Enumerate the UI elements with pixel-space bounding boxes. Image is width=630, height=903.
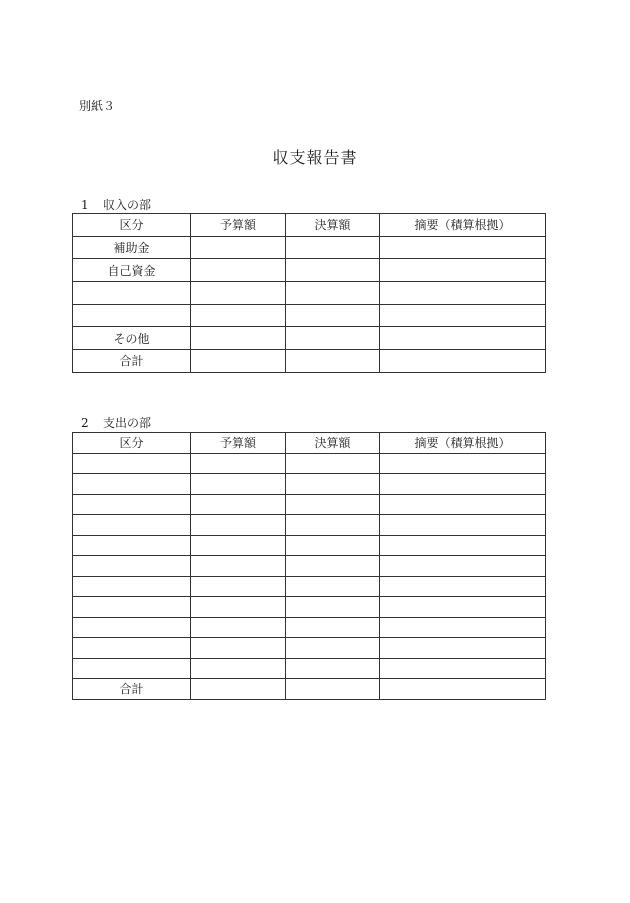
cell-notes [380, 535, 546, 556]
table-row [73, 236, 546, 259]
cell-actual [286, 453, 380, 474]
income-table-body [73, 236, 546, 372]
cell-category [73, 474, 191, 495]
cell-notes [380, 597, 546, 618]
attachment-label: 別紙３ [79, 99, 116, 113]
expense-table-body [73, 453, 546, 699]
cell-actual [286, 638, 380, 659]
cell-category [73, 658, 191, 679]
cell-category [73, 535, 191, 556]
cell-notes [380, 576, 546, 597]
cell-budget [191, 453, 286, 474]
cell-notes [380, 236, 546, 259]
table-row [73, 515, 546, 536]
cell-budget [191, 617, 286, 638]
cell-category [73, 556, 191, 577]
column-header-category: 区分 [73, 214, 191, 237]
cell-notes [380, 474, 546, 495]
table-row [73, 304, 546, 327]
table-row [73, 494, 546, 515]
table-row [73, 597, 546, 618]
cell-actual [286, 236, 380, 259]
column-header-actual: 決算額 [286, 214, 380, 237]
cell-category: 補助金 [73, 236, 191, 259]
cell-actual [286, 535, 380, 556]
cell-category [73, 304, 191, 327]
cell-notes [380, 259, 546, 282]
cell-actual [286, 259, 380, 282]
cell-notes [380, 679, 546, 700]
expense-table [72, 432, 546, 700]
cell-notes [380, 658, 546, 679]
cell-actual [286, 617, 380, 638]
cell-actual [286, 556, 380, 577]
income-table [72, 213, 546, 373]
cell-category: 合計 [73, 679, 191, 700]
cell-budget [191, 515, 286, 536]
cell-actual [286, 658, 380, 679]
cell-budget [191, 638, 286, 659]
cell-notes [380, 350, 546, 373]
table-row [73, 556, 546, 577]
table-row [73, 327, 546, 350]
column-header-category: 区分 [73, 433, 191, 454]
table-row [73, 535, 546, 556]
cell-notes [380, 556, 546, 577]
cell-actual [286, 576, 380, 597]
cell-actual [286, 282, 380, 305]
cell-budget [191, 474, 286, 495]
expense-section-number: 2 [81, 416, 89, 430]
cell-budget [191, 327, 286, 350]
income-section-number: 1 [81, 198, 89, 212]
cell-budget [191, 535, 286, 556]
table-header-row [73, 433, 546, 454]
cell-notes [380, 638, 546, 659]
cell-budget [191, 494, 286, 515]
cell-notes [380, 282, 546, 305]
cell-actual [286, 474, 380, 495]
cell-budget [191, 259, 286, 282]
table-row [73, 576, 546, 597]
column-header-budget: 予算額 [191, 214, 286, 237]
expense-section-title: 支出の部 [103, 416, 152, 430]
cell-category [73, 453, 191, 474]
cell-category [73, 638, 191, 659]
cell-budget [191, 282, 286, 305]
column-header-notes: 摘要（積算根拠） [380, 433, 546, 454]
expense-section-heading [81, 414, 151, 431]
cell-budget [191, 556, 286, 577]
cell-category [73, 597, 191, 618]
cell-notes [380, 494, 546, 515]
cell-category: 自己資金 [73, 259, 191, 282]
column-header-budget: 予算額 [191, 433, 286, 454]
cell-category [73, 282, 191, 305]
cell-actual [286, 327, 380, 350]
cell-budget [191, 597, 286, 618]
cell-category [73, 515, 191, 536]
cell-actual [286, 304, 380, 327]
table-row [73, 658, 546, 679]
cell-actual [286, 679, 380, 700]
cell-notes [380, 327, 546, 350]
cell-category [73, 617, 191, 638]
table-row [73, 617, 546, 638]
cell-actual [286, 515, 380, 536]
table-row [73, 350, 546, 373]
cell-budget [191, 576, 286, 597]
cell-budget [191, 658, 286, 679]
income-section-title: 収入の部 [103, 198, 152, 212]
table-row [73, 453, 546, 474]
cell-notes [380, 453, 546, 474]
table-header-row [73, 214, 546, 237]
cell-budget [191, 350, 286, 373]
column-header-actual: 決算額 [286, 433, 380, 454]
cell-notes [380, 617, 546, 638]
cell-budget [191, 304, 286, 327]
page-title: 収支報告書 [272, 148, 358, 167]
cell-actual [286, 494, 380, 515]
cell-actual [286, 350, 380, 373]
cell-notes [380, 304, 546, 327]
column-header-notes: 摘要（積算根拠） [380, 214, 546, 237]
cell-category: その他 [73, 327, 191, 350]
cell-budget [191, 679, 286, 700]
income-section-heading [81, 196, 151, 213]
cell-actual [286, 597, 380, 618]
cell-notes [380, 515, 546, 536]
cell-category: 合計 [73, 350, 191, 373]
table-row [73, 259, 546, 282]
cell-category [73, 576, 191, 597]
table-row [73, 474, 546, 495]
cell-budget [191, 236, 286, 259]
table-row [73, 679, 546, 700]
cell-category [73, 494, 191, 515]
table-row [73, 282, 546, 305]
table-row [73, 638, 546, 659]
